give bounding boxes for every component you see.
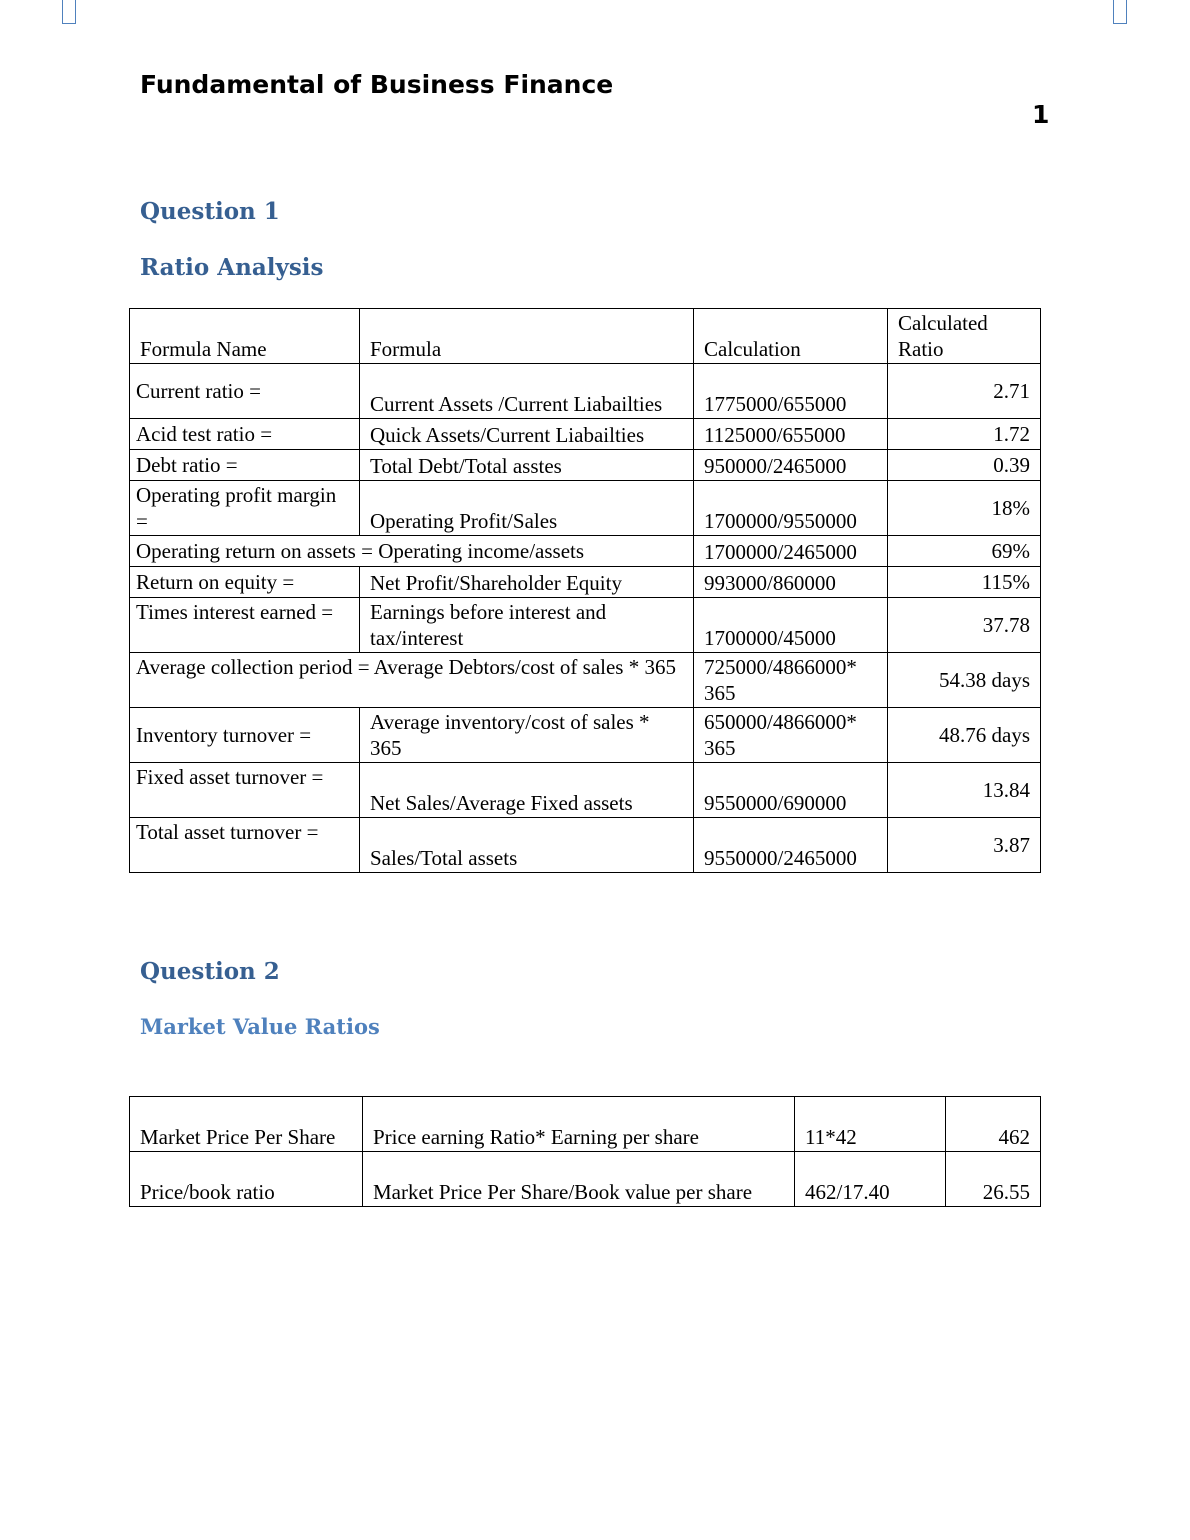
formula-cell: Net Sales/Average Fixed assets [360, 763, 694, 818]
ratio-cell: 18% [888, 481, 1041, 536]
column-header: Calculation [694, 309, 888, 364]
table-row [130, 763, 1041, 818]
corner-mark-right [1113, 0, 1127, 24]
formula-name-cell: Return on equity = [130, 567, 360, 598]
table-row [130, 567, 1041, 598]
ratio-cell: 48.76 days [888, 708, 1041, 763]
question-1-heading: Question 1 [140, 198, 280, 225]
ratio-cell: 13.84 [888, 763, 1041, 818]
corner-mark-left [62, 0, 76, 24]
ratio-cell: 0.39 [888, 450, 1041, 481]
calculation-cell: 1125000/655000 [694, 419, 888, 450]
formula-cell: Price earning Ratio* Earning per share [363, 1097, 795, 1152]
calculation-cell: 1700000/9550000 [694, 481, 888, 536]
table-row [130, 1152, 1041, 1207]
formula-cell: Operating Profit/Sales [360, 481, 694, 536]
ratio-cell: 26.55 [946, 1152, 1041, 1207]
calculation-cell: 9550000/690000 [694, 763, 888, 818]
ratio-cell: 37.78 [888, 598, 1041, 653]
calculation-cell: 1775000/655000 [694, 364, 888, 419]
merged-formula-cell: Average collection period = Average Debtors/cost of sales * 365 [130, 653, 694, 708]
ratio-cell: 2.71 [888, 364, 1041, 419]
table-row [130, 653, 1041, 708]
ratio-cell: 3.87 [888, 818, 1041, 873]
formula-name-cell: Price/book ratio [130, 1152, 363, 1207]
calculation-cell: 1700000/45000 [694, 598, 888, 653]
formula-cell: Market Price Per Share/Book value per share [363, 1152, 795, 1207]
calculation-cell: 9550000/2465000 [694, 818, 888, 873]
formula-name-cell: Operating profit margin = [130, 481, 360, 536]
ratio-analysis-heading: Ratio Analysis [140, 254, 324, 281]
formula-name-cell: Current ratio = [130, 364, 360, 419]
market-value-ratios-heading: Market Value Ratios [140, 1014, 380, 1039]
formula-name-cell: Acid test ratio = [130, 419, 360, 450]
merged-formula-cell: Operating return on assets = Operating income/assets [130, 536, 694, 567]
table-row [130, 536, 1041, 567]
table-row [130, 598, 1041, 653]
formula-cell: Sales/Total assets [360, 818, 694, 873]
formula-name-cell: Times interest earned = [130, 598, 360, 653]
calculation-cell: 993000/860000 [694, 567, 888, 598]
table-row [130, 364, 1041, 419]
calculation-cell: 725000/4866000* 365 [694, 653, 888, 708]
page-header-title: Fundamental of Business Finance [140, 70, 614, 99]
column-header: Formula [360, 309, 694, 364]
formula-name-cell: Market Price Per Share [130, 1097, 363, 1152]
ratio-cell: 462 [946, 1097, 1041, 1152]
table-row [130, 450, 1041, 481]
ratio-cell: 115% [888, 567, 1041, 598]
formula-cell: Earnings before interest and tax/interest [360, 598, 694, 653]
formula-cell: Average inventory/cost of sales * 365 [360, 708, 694, 763]
calculation-cell: 462/17.40 [795, 1152, 946, 1207]
question-2-heading: Question 2 [140, 958, 280, 985]
column-header: Calculated Ratio [888, 309, 1041, 364]
formula-cell: Total Debt/Total asstes [360, 450, 694, 481]
market-value-table [129, 1096, 1041, 1207]
formula-name-cell: Fixed asset turnover = [130, 763, 360, 818]
ratio-cell: 1.72 [888, 419, 1041, 450]
formula-name-cell: Inventory turnover = [130, 708, 360, 763]
formula-cell: Current Assets /Current Liabailties [360, 364, 694, 419]
formula-name-cell: Debt ratio = [130, 450, 360, 481]
calculation-cell: 1700000/2465000 [694, 536, 888, 567]
table-header-row [130, 309, 1041, 364]
calculation-cell: 650000/4866000* 365 [694, 708, 888, 763]
ratio-analysis-table [129, 308, 1041, 873]
formula-cell: Net Profit/Shareholder Equity [360, 567, 694, 598]
calculation-cell: 950000/2465000 [694, 450, 888, 481]
table-row [130, 1097, 1041, 1152]
ratio-cell: 69% [888, 536, 1041, 567]
formula-cell: Quick Assets/Current Liabailties [360, 419, 694, 450]
table-row [130, 419, 1041, 450]
formula-name-cell: Total asset turnover = [130, 818, 360, 873]
column-header: Formula Name [130, 309, 360, 364]
calculation-cell: 11*42 [795, 1097, 946, 1152]
table-row [130, 818, 1041, 873]
table-row [130, 708, 1041, 763]
table-row [130, 481, 1041, 536]
ratio-cell: 54.38 days [888, 653, 1041, 708]
page-number: 1 [1032, 100, 1050, 129]
